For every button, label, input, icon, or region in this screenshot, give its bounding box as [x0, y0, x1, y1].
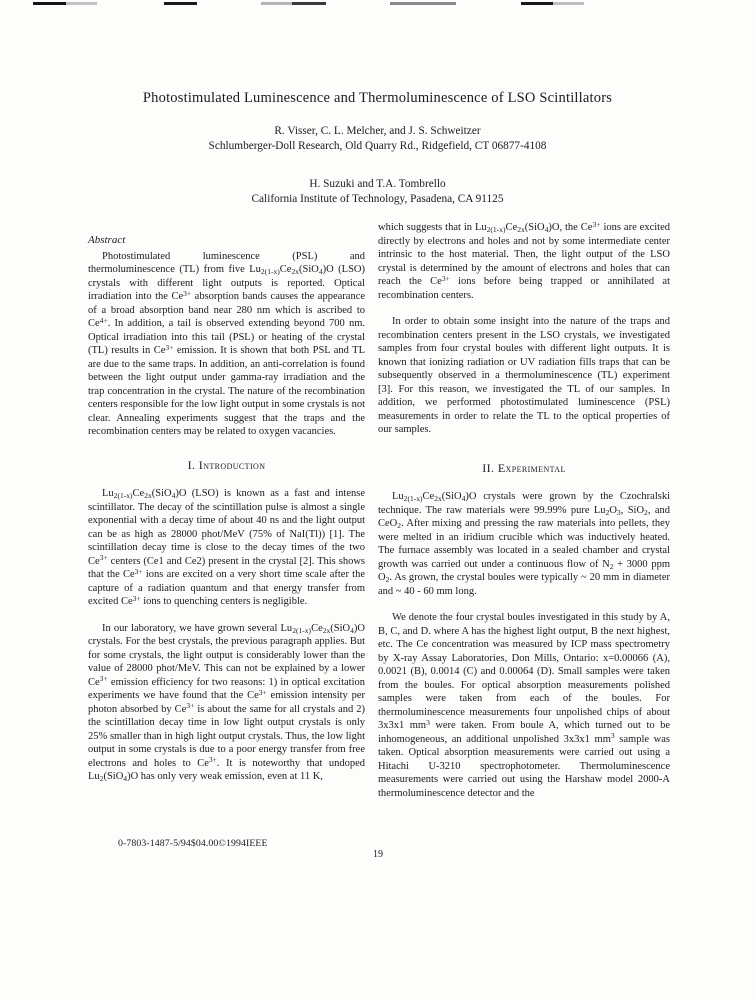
- introduction-paragraph-1: $Lu_{2(1-x)}Ce_{2x}(SiO_4)O$ (LSO) is known as a fast and intense scintillator. The decay of the scintillation pulse is almost a single exponential with a decay time of about 40 ns and the light output can be as high as 28000 phot/MeV (75% of NaI(Tl)) [1]. The scintillation decay time is close to the decay times of the two $Ce^{3+}$ centers (Ce1 and Ce2) present in the crystal [2]. This shows that the $Ce^{3+}$ ions are excited on a very short time scale after the capture of a radiation quantum and that energy transfer from excited $Ce^{3+}$ ions to quenching centers is negligible.: [88, 488, 365, 607]
- paper-title: Photostimulated Luminescence and Thermoluminescence of LSO Scintillators: [142, 90, 613, 106]
- experimental-paragraph-1: $Lu_{2(1-x)}Ce_{2x}(SiO_4)O$ crystals were grown by the Czochralski technique. The raw materials were 99.99% pure $Lu_2O_3$, SiO$_2$, and CeO$_2$. After mixing and pressing the raw materials into pellets, they were melted in an iridium crucible which was inductively heated. The furnace assembly was located in a sealed chamber and crystal growth was carried out under a continuous flow of $N_2 + 3000$ ppm $O_2$. As grown, the crystal boules were typically ~ 20 mm in diameter and ~ 40 - 60 mm long.: [378, 491, 670, 597]
- authors-line-2: H. Suzuki and T.A. Tombrello: [309, 178, 446, 190]
- page-number: 19: [373, 849, 383, 860]
- scan-artifact: [292, 2, 326, 5]
- copyright-notice: 0-7803-1487-5/94$04.00©1994IEEE: [118, 838, 268, 849]
- paper-header: [0, 90, 755, 206]
- scan-artifact: [390, 2, 456, 5]
- scan-artifact: [33, 2, 66, 5]
- section-heading-introduction: I. Introduction: [187, 457, 266, 472]
- scan-artifact: [261, 2, 292, 5]
- affiliation-2: California Institute of Technology, Pasadena, CA 91125: [251, 192, 504, 205]
- left-column: [88, 234, 365, 797]
- introduction-paragraph-4: In order to obtain some insight into the nature of the traps and recombination centers present in the LSO crystals, we investigated samples from four crystal boules with different light outputs. It is known that ionizing radiation or UV radiation fills traps that can be subsequently observed in a thermoluminescence (TL) experiment [3]. For this reason, we investigated the TL of our samples. In addition, we performed photostimulated luminescence (PSL) measurements in order to relate the TL to the optical properties of our samples.: [378, 316, 670, 435]
- scan-artifact: [66, 2, 97, 5]
- scan-artifact: [164, 2, 197, 5]
- experimental-paragraph-2: We denote the four crystal boules investigated in this study by A, B, C, and D. where A has the highest light output, B the next highest, etc. The Ce concentration was measured by ICP mass spectrometry by X-ray Assay Laboratories, Don Mills, Ontario: x=0.00066 (A), 0.0021 (B), 0.0014 (C) and 0.00064 (D). Small samples were taken from the boules. For optical absorption measurements polished samples were taken from each of the boules. For thermoluminescence measurements four unpolished chips of about 3x3x1 $mm^3$ were taken. From boule A, which turned out to be inhomogeneous, an additional unpolished 3x3x1 $mm^3$ sample was taken. Optical absorption measurements were carried out using a Hitachi U-3210 spectrophotometer. Thermoluminescence measurements were carried out using the Harshaw model 2000-A thermoluminescence detector and the: [378, 612, 670, 799]
- abstract-paragraph: Photostimulated luminescence (PSL) and thermoluminescence (TL) from five $Lu_{2(1-x)}Ce_{2x}(SiO_4)O$ (LSO) crystals with different light outputs is reported. Optical irradiation into the $Ce^{3+}$ absorption bands causes the appearance of a broad absorption band near 280 nm which is ascribed to $Ce^{4+}$. In addition, a tail is observed extending beyond 700 nm. Optical irradiation into this tail (PSL) or heating of the crystal (TL) results in $Ce^{3+}$ emission. It is shown that both PSL and TL are due to the same traps. In addition, an anti-correlation is found between the light output under gamma-ray irradiation and the trap concentration in the crystal. The nature of the recombination centers responsible for the low light output in some crystals is not clear. Annealing experiments suggest that the traps and the recombination centers may be related to oxygen vacancies.: [88, 250, 366, 437]
- introduction-paragraph-3: which suggests that in $Lu_{2(1-x)}Ce_{2x}(SiO_4)O$, the $Ce^{3+}$ ions are excited directly by electrons and holes and not by some intermediate center intrinsic to the host material. Then, the light output of the LSO crystal is determined by the amount of electrons and holes that can reach the $Ce^{3+}$ ions before being trapped or annihilated at recombination centers.: [378, 219, 670, 301]
- authors-line-1: R. Visser, C. L. Melcher, and J. S. Schweitzer: [274, 125, 481, 137]
- right-column: [378, 221, 670, 813]
- scan-artifact: [553, 2, 584, 5]
- introduction-paragraph-2: In our laboratory, we have grown several $Lu_{2(1-x)}Ce_{2x}(SiO_4)O$ crystals. For the best crystals, the previous paragraph applies. But for some crystals, the light output is considerably lower than the value of 28000 phot/MeV. This can not be explained by a lower $Ce^{3+}$ emission efficiency for two reasons: 1) in optical excitation experiments we have found that the $Ce^{3+}$ emission intensity per photon absorbed by $Ce^{3+}$ is about the same for all crystals and 2) the scintillation decay time in low light output crystals is only 25% smaller than in high light output crystals. Thus, the low light output in some crystals is due to a poor energy transfer from free electrons and holes to $Ce^{3+}$. It is noteworthy that undoped $Lu_2(SiO_4)O$ has only very weak emission, even at 11 K,: [88, 622, 365, 784]
- abstract-label: Abstract: [88, 234, 126, 246]
- section-heading-experimental: II. Experimental: [482, 460, 566, 475]
- affiliation-1: Schlumberger-Doll Research, Old Quarry Rd., Ridgefield, CT 06877-4108: [208, 139, 547, 152]
- scan-artifact: [521, 2, 553, 5]
